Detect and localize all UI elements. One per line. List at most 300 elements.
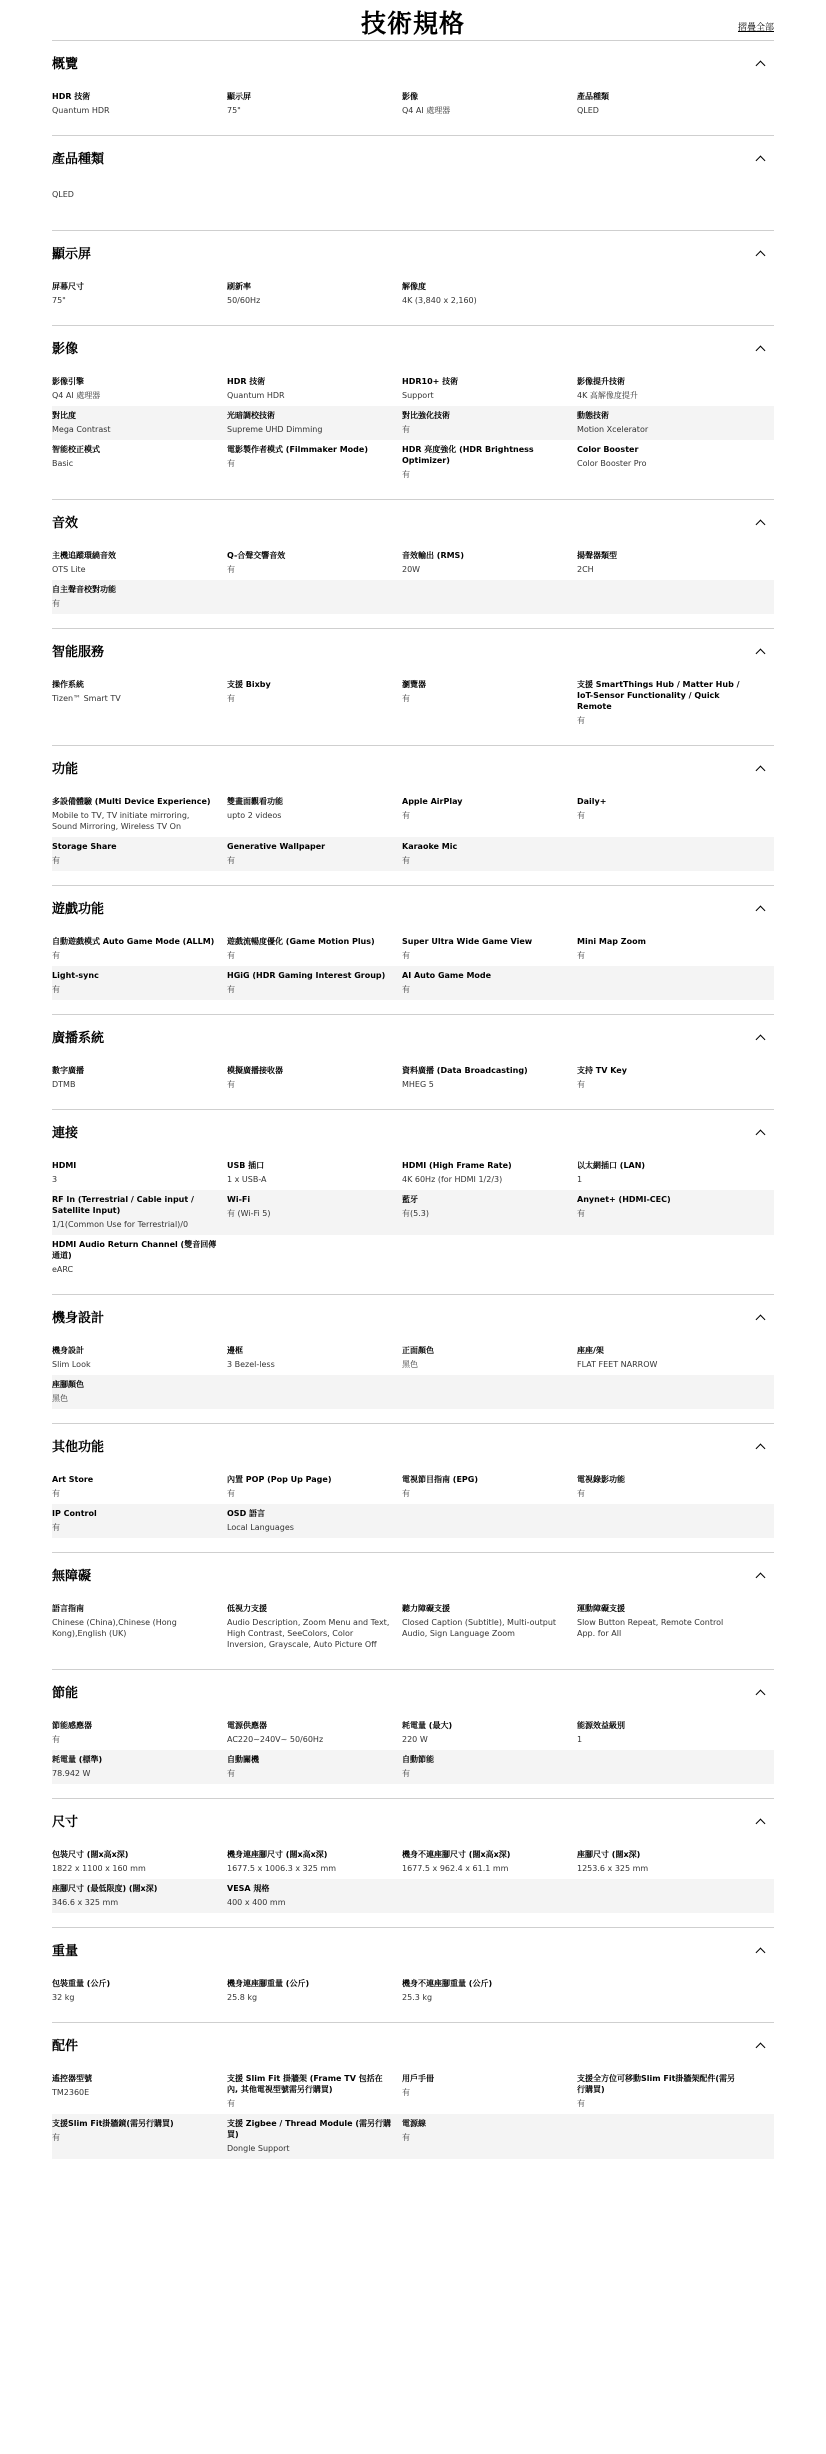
spec-item bbox=[402, 1754, 577, 1779]
spec-label: 電源線 bbox=[402, 2119, 426, 2128]
spec-value: 有 bbox=[52, 1489, 60, 1498]
spec-value: 25.8 kg bbox=[227, 1993, 258, 2002]
spec-label: 以太網插口 (LAN) bbox=[577, 1161, 646, 1170]
spec-section bbox=[52, 1014, 774, 1109]
spec-item bbox=[227, 1160, 402, 1185]
spec-label: Art Store bbox=[52, 1475, 94, 1484]
section-title: 機身設計 bbox=[52, 1311, 105, 1326]
spec-value: 有 bbox=[52, 856, 60, 865]
spec-value: 有 bbox=[402, 856, 410, 865]
spec-section bbox=[52, 1927, 774, 2022]
spec-label: 座腳顏色 bbox=[52, 1380, 84, 1389]
spec-section bbox=[52, 1109, 774, 1294]
spec-item bbox=[577, 1720, 752, 1745]
section-title: 無障礙 bbox=[52, 1569, 92, 1584]
spec-item bbox=[402, 281, 577, 306]
spec-item bbox=[577, 2073, 752, 2109]
section-header[interactable] bbox=[52, 514, 774, 534]
spec-section bbox=[52, 885, 774, 1014]
spec-label: 影像提升技術 bbox=[577, 377, 625, 386]
spec-label: 藍牙 bbox=[402, 1195, 418, 1204]
spec-label: 主機追蹤環繞音效 bbox=[52, 551, 116, 560]
spec-value: 有 bbox=[577, 1080, 585, 1089]
spec-item bbox=[52, 1160, 227, 1185]
spec-label: 節能感應器 bbox=[52, 1721, 92, 1730]
spec-item bbox=[52, 1754, 227, 1779]
spec-item bbox=[402, 970, 577, 995]
spec-label: Q-合聲交響音效 bbox=[227, 551, 286, 560]
spec-item bbox=[227, 376, 402, 401]
section-header[interactable] bbox=[52, 1942, 774, 1962]
spec-item bbox=[52, 1194, 227, 1230]
spec-label: 耗電量 (標準) bbox=[52, 1755, 103, 1764]
spec-item bbox=[52, 1345, 227, 1370]
spec-label: 操作系統 bbox=[52, 680, 84, 689]
spec-value: 3 bbox=[52, 1175, 58, 1184]
spec-label: Generative Wallpaper bbox=[227, 842, 326, 851]
spec-label: 影像 bbox=[402, 92, 418, 101]
spec-section bbox=[52, 1552, 774, 1669]
spec-value: 有 bbox=[227, 565, 235, 574]
spec-value: TM2360E bbox=[52, 2088, 90, 2097]
spec-item bbox=[402, 1603, 577, 1650]
spec-row bbox=[52, 1156, 774, 1190]
spec-item bbox=[52, 1065, 227, 1090]
section-title: 重量 bbox=[52, 1944, 79, 1959]
spec-item bbox=[577, 679, 752, 726]
spec-value: 1677.5 x 1006.3 x 325 mm bbox=[227, 1864, 337, 1873]
spec-item bbox=[577, 91, 752, 116]
spec-label: HDR 亮度強化 (HDR Brightness Optimizer) bbox=[402, 445, 534, 465]
spec-value: 1677.5 x 962.4 x 61.1 mm bbox=[402, 1864, 509, 1873]
spec-row bbox=[52, 1879, 774, 1913]
section-header[interactable] bbox=[52, 245, 774, 265]
spec-row bbox=[52, 546, 774, 580]
section-title: 其他功能 bbox=[52, 1440, 105, 1455]
spec-item bbox=[52, 1508, 227, 1533]
spec-item bbox=[52, 1603, 227, 1650]
spec-value: Color Booster Pro bbox=[577, 459, 647, 468]
collapse-all-link[interactable]: 摺疊全部 bbox=[737, 23, 774, 33]
spec-label: 音效輸出 (RMS) bbox=[402, 551, 464, 560]
spec-value: Mobile to TV, TV initiate mirroring, Sound Mirroring, Wireless TV On bbox=[52, 811, 190, 831]
spec-item bbox=[52, 1978, 227, 2003]
spec-label: 內置 POP (Pop Up Page) bbox=[227, 1475, 332, 1484]
spec-item bbox=[577, 550, 752, 575]
spec-value: 有 bbox=[402, 425, 410, 434]
spec-value: MHEG 5 bbox=[402, 1080, 434, 1089]
spec-value: 有 bbox=[402, 470, 410, 479]
spec-value: Basic bbox=[52, 459, 74, 468]
spec-label: Apple AirPlay bbox=[402, 797, 463, 806]
spec-value: 1/1(Common Use for Terrestrial)/0 bbox=[52, 1220, 189, 1229]
spec-row bbox=[52, 1599, 774, 1655]
spec-value: 400 x 400 mm bbox=[227, 1898, 286, 1907]
spec-item bbox=[52, 281, 227, 306]
section-title: 概覽 bbox=[52, 57, 79, 72]
spec-item bbox=[402, 2073, 577, 2109]
spec-value: 有 bbox=[577, 811, 585, 820]
spec-value: 有 bbox=[227, 1489, 235, 1498]
spec-label: 支援Slim Fit掛牆鏡(需另行購買) bbox=[52, 2119, 174, 2128]
spec-label: Storage Share bbox=[52, 842, 117, 851]
spec-item bbox=[52, 444, 227, 480]
spec-label: 光暗調校技術 bbox=[227, 411, 275, 420]
spec-label: Super Ultra Wide Game View bbox=[402, 937, 533, 946]
spec-value: DTMB bbox=[52, 1080, 76, 1089]
spec-item bbox=[402, 376, 577, 401]
spec-value: Local Languages bbox=[227, 1523, 294, 1532]
spec-item bbox=[52, 970, 227, 995]
spec-item bbox=[227, 410, 402, 435]
page-header bbox=[52, 0, 774, 40]
spec-value: 有 bbox=[577, 716, 585, 725]
section-title: 音效 bbox=[52, 516, 79, 531]
spec-item bbox=[227, 1603, 402, 1650]
spec-value: 1 x USB-A bbox=[227, 1175, 267, 1184]
spec-item bbox=[402, 1474, 577, 1499]
spec-label: 顯示屏 bbox=[227, 92, 251, 101]
spec-label: 雙畫面觀看功能 bbox=[227, 797, 283, 806]
spec-value: 有 bbox=[402, 694, 410, 703]
page-title: 技術規格 bbox=[360, 9, 465, 38]
spec-value: 25.3 kg bbox=[402, 1993, 433, 2002]
spec-value: Dongle Support bbox=[227, 2144, 290, 2153]
spec-label: 刷新率 bbox=[227, 282, 251, 291]
spec-value: 346.6 x 325 mm bbox=[52, 1898, 119, 1907]
spec-value: 有 bbox=[227, 856, 235, 865]
spec-row bbox=[52, 87, 774, 121]
spec-label: OSD 語言 bbox=[227, 1509, 265, 1518]
spec-row bbox=[52, 1375, 774, 1409]
spec-item bbox=[402, 1194, 577, 1230]
spec-value: eARC bbox=[52, 1265, 74, 1274]
spec-value: 有 bbox=[227, 951, 235, 960]
spec-label: 智能校正模式 bbox=[52, 445, 100, 454]
section-header[interactable] bbox=[52, 1813, 774, 1833]
spec-value: 有 bbox=[402, 985, 410, 994]
spec-section bbox=[52, 1798, 774, 1927]
spec-item bbox=[402, 91, 577, 116]
spec-item bbox=[402, 1978, 577, 2003]
spec-value: 有 bbox=[577, 2099, 585, 2108]
spec-item bbox=[227, 1194, 402, 1230]
spec-row bbox=[52, 372, 774, 406]
spec-value: 有 bbox=[227, 694, 235, 703]
spec-value: 有 bbox=[577, 1209, 585, 1218]
spec-section bbox=[52, 499, 774, 628]
spec-label: 電視錄影功能 bbox=[577, 1475, 625, 1484]
spec-label: 語言指南 bbox=[52, 1604, 84, 1613]
spec-item bbox=[52, 186, 227, 211]
spec-row bbox=[52, 277, 774, 311]
spec-label: 機身不連座腳重量 (公斤) bbox=[402, 1979, 493, 1988]
spec-value: Slow Button Repeat, Remote Control App. for All bbox=[577, 1618, 724, 1638]
spec-row bbox=[52, 792, 774, 837]
spec-item bbox=[227, 1508, 402, 1533]
spec-row bbox=[52, 406, 774, 440]
spec-label: 支持 TV Key bbox=[577, 1066, 627, 1075]
spec-item bbox=[227, 1720, 402, 1745]
spec-value: Chinese (China),Chinese (Hong Kong),English (UK) bbox=[52, 1618, 177, 1638]
spec-item bbox=[577, 936, 752, 961]
spec-value: Mega Contrast bbox=[52, 425, 111, 434]
spec-item bbox=[52, 841, 227, 866]
section-header[interactable] bbox=[52, 900, 774, 920]
spec-value: 黑色 bbox=[52, 1394, 68, 1403]
spec-sections bbox=[52, 40, 774, 2173]
spec-row bbox=[52, 1190, 774, 1235]
spec-item bbox=[227, 2118, 402, 2154]
section-header[interactable] bbox=[52, 1684, 774, 1704]
spec-value: 1 bbox=[577, 1735, 583, 1744]
spec-item bbox=[227, 1849, 402, 1874]
spec-item bbox=[227, 1754, 402, 1779]
spec-row bbox=[52, 1845, 774, 1879]
spec-item bbox=[52, 2118, 227, 2154]
spec-item bbox=[52, 550, 227, 575]
section-title: 連接 bbox=[52, 1126, 79, 1141]
spec-value: 有 bbox=[52, 1523, 60, 1532]
spec-row bbox=[52, 1750, 774, 1784]
spec-item bbox=[577, 376, 752, 401]
spec-item bbox=[52, 584, 227, 609]
spec-row bbox=[52, 1470, 774, 1504]
spec-value: Q4 AI 處理器 bbox=[52, 391, 101, 400]
spec-value: 75" bbox=[227, 106, 241, 115]
spec-label: 電影製作者模式 (Filmmaker Mode) bbox=[227, 445, 368, 454]
spec-label: 支援 SmartThings Hub / Matter Hub / IoT-Sensor Functionality / Quick Remote bbox=[577, 680, 740, 711]
spec-item bbox=[52, 410, 227, 435]
spec-item bbox=[52, 1239, 227, 1275]
spec-label: HGiG (HDR Gaming Interest Group) bbox=[227, 971, 386, 980]
spec-value: 4K (3,840 x 2,160) bbox=[402, 296, 477, 305]
spec-item bbox=[402, 410, 577, 435]
spec-value: 2CH bbox=[577, 565, 594, 574]
spec-label: 支援 Slim Fit 掛牆架 (Frame TV 包括在內, 其他電視型號需另行購買) bbox=[227, 2074, 383, 2094]
section-header[interactable] bbox=[52, 55, 774, 75]
section-header[interactable] bbox=[52, 1029, 774, 1049]
spec-item bbox=[52, 936, 227, 961]
spec-label: RF In (Terrestrial / Cable input / Satellite Input) bbox=[52, 1195, 194, 1215]
spec-value: Support bbox=[402, 391, 434, 400]
spec-item bbox=[227, 796, 402, 832]
spec-item bbox=[577, 1194, 752, 1230]
spec-item bbox=[577, 1345, 752, 1370]
spec-item bbox=[402, 550, 577, 575]
section-header[interactable] bbox=[52, 1309, 774, 1329]
spec-item bbox=[52, 1474, 227, 1499]
spec-value: Supreme UHD Dimming bbox=[227, 425, 323, 434]
spec-label: 運動障礙支援 bbox=[577, 1604, 625, 1613]
spec-label: Wi-Fi bbox=[227, 1195, 251, 1204]
spec-label: 座腳尺寸 (闊x深) bbox=[577, 1850, 641, 1859]
spec-label: 對比度 bbox=[52, 411, 76, 420]
spec-value: 有 (Wi-Fi 5) bbox=[227, 1209, 271, 1218]
spec-item bbox=[227, 679, 402, 726]
spec-value: 78.942 W bbox=[52, 1769, 91, 1778]
spec-label: 自主聲音校對功能 bbox=[52, 585, 116, 594]
spec-label: HDR 技術 bbox=[52, 92, 91, 101]
spec-label: 包裝重量 (公斤) bbox=[52, 1979, 111, 1988]
spec-value: Quantum HDR bbox=[227, 391, 285, 400]
spec-label: 耗電量 (最大) bbox=[402, 1721, 453, 1730]
spec-label: 模擬廣播接收器 bbox=[227, 1066, 283, 1075]
spec-row bbox=[52, 1341, 774, 1375]
spec-value: 20W bbox=[402, 565, 421, 574]
spec-value: 有 bbox=[52, 1735, 60, 1744]
spec-label: 支援全方位可移動Slim Fit掛牆架配件(需另行購買) bbox=[577, 2074, 736, 2094]
spec-label: 瀏覽器 bbox=[402, 680, 426, 689]
spec-item bbox=[577, 1474, 752, 1499]
spec-section bbox=[52, 1669, 774, 1798]
spec-item bbox=[227, 550, 402, 575]
spec-value: 有 bbox=[402, 1489, 410, 1498]
spec-label: 機身連座腳重量 (公斤) bbox=[227, 1979, 310, 1988]
section-header[interactable] bbox=[52, 1567, 774, 1587]
spec-value: 有 bbox=[227, 459, 235, 468]
spec-label: 機身不連座腳尺寸 (闊x高x深) bbox=[402, 1850, 511, 1859]
section-title: 廣播系統 bbox=[52, 1031, 105, 1046]
spec-item bbox=[577, 410, 752, 435]
spec-label: Anynet+ (HDMI-CEC) bbox=[577, 1195, 671, 1204]
spec-item bbox=[402, 1160, 577, 1185]
spec-label: 解像度 bbox=[402, 282, 426, 291]
section-title: 節能 bbox=[52, 1686, 79, 1701]
section-header[interactable] bbox=[52, 2037, 774, 2057]
spec-value: 4K 高解像度提升 bbox=[577, 391, 638, 400]
spec-label: 影像引擎 bbox=[52, 377, 84, 386]
spec-item bbox=[402, 679, 577, 726]
spec-label: 數字廣播 bbox=[52, 1066, 84, 1075]
spec-item bbox=[577, 444, 752, 480]
spec-value: 有 bbox=[227, 1080, 235, 1089]
spec-value: Closed Caption (Subtitle), Multi-output Audio, Sign Language Zoom bbox=[402, 1618, 557, 1638]
spec-item bbox=[227, 1978, 402, 2003]
spec-value: 有 bbox=[577, 1489, 585, 1498]
spec-item bbox=[52, 1379, 227, 1404]
spec-section bbox=[52, 1294, 774, 1423]
spec-value: 有 bbox=[52, 985, 60, 994]
spec-value: FLAT FEET NARROW bbox=[577, 1360, 658, 1369]
spec-item bbox=[52, 2073, 227, 2109]
spec-item bbox=[227, 970, 402, 995]
spec-value: OTS Lite bbox=[52, 565, 86, 574]
spec-label: HDR 技術 bbox=[227, 377, 266, 386]
spec-label: Karaoke Mic bbox=[402, 842, 458, 851]
spec-row bbox=[52, 580, 774, 614]
spec-item bbox=[402, 1065, 577, 1090]
spec-label: 產品種類 bbox=[577, 92, 609, 101]
spec-label: 機身連座腳尺寸 (闊x高x深) bbox=[227, 1850, 328, 1859]
spec-item bbox=[227, 1065, 402, 1090]
spec-label: 座座/架 bbox=[577, 1346, 604, 1355]
spec-section bbox=[52, 40, 774, 135]
spec-item bbox=[402, 936, 577, 961]
spec-row bbox=[52, 675, 774, 731]
spec-label: 自動關機 bbox=[227, 1755, 259, 1764]
spec-value: 有 bbox=[402, 1769, 410, 1778]
spec-value: 4K 60Hz (for HDMI 1/2/3) bbox=[402, 1175, 503, 1184]
spec-item bbox=[577, 1065, 752, 1090]
spec-value: Q4 AI 處理器 bbox=[402, 106, 451, 115]
spec-item bbox=[227, 1474, 402, 1499]
spec-label: HDMI bbox=[52, 1161, 77, 1170]
spec-value: 1 bbox=[577, 1175, 583, 1184]
spec-label: Color Booster bbox=[577, 445, 639, 454]
spec-label: 支援 Bixby bbox=[227, 680, 271, 689]
spec-label: HDMI Audio Return Channel (雙音回傳通道) bbox=[52, 1240, 217, 1260]
spec-value: Audio Description, Zoom Menu and Text, High Contrast, SeeColors, Color Inversion, Grayscale, Auto Picture Off bbox=[227, 1618, 390, 1649]
spec-section bbox=[52, 325, 774, 499]
spec-value: 1822 x 1100 x 160 mm bbox=[52, 1864, 146, 1873]
spec-item bbox=[227, 1883, 402, 1908]
section-title: 影像 bbox=[52, 342, 79, 357]
section-header[interactable] bbox=[52, 760, 774, 780]
section-header[interactable] bbox=[52, 1124, 774, 1144]
spec-item bbox=[227, 1345, 402, 1370]
spec-item bbox=[52, 679, 227, 726]
spec-value: 75" bbox=[52, 296, 66, 305]
section-title: 尺寸 bbox=[52, 1815, 79, 1830]
spec-row bbox=[52, 966, 774, 1000]
spec-row bbox=[52, 182, 774, 216]
spec-item bbox=[577, 1603, 752, 1650]
spec-item bbox=[227, 841, 402, 866]
spec-label: IP Control bbox=[52, 1509, 97, 1518]
spec-label: 座腳尺寸 (最低限度) (闊x深) bbox=[52, 1884, 158, 1893]
spec-item bbox=[402, 1345, 577, 1370]
spec-value: 有 bbox=[227, 985, 235, 994]
section-header[interactable] bbox=[52, 340, 774, 360]
section-header[interactable] bbox=[52, 150, 774, 170]
spec-row bbox=[52, 1061, 774, 1095]
spec-item bbox=[402, 841, 577, 866]
spec-label: AI Auto Game Mode bbox=[402, 971, 492, 980]
spec-item bbox=[577, 1849, 752, 1874]
spec-label: Daily+ bbox=[577, 797, 607, 806]
spec-value: Slim Look bbox=[52, 1360, 91, 1369]
spec-item bbox=[227, 2073, 402, 2109]
section-header[interactable] bbox=[52, 643, 774, 663]
spec-item bbox=[52, 91, 227, 116]
spec-section bbox=[52, 2022, 774, 2173]
spec-label: 揚聲器類型 bbox=[577, 551, 617, 560]
spec-row bbox=[52, 1235, 774, 1280]
spec-label: 支援 Zigbee / Thread Module (需另行購買) bbox=[227, 2119, 392, 2139]
spec-item bbox=[402, 2118, 577, 2154]
spec-value: 有(5.3) bbox=[402, 1209, 429, 1218]
spec-value: 黑色 bbox=[402, 1360, 418, 1369]
spec-label: 遙控器型號 bbox=[52, 2074, 92, 2083]
spec-value: QLED bbox=[52, 190, 74, 199]
spec-label: VESA 規格 bbox=[227, 1884, 270, 1893]
spec-value: 有 bbox=[227, 1769, 235, 1778]
spec-section bbox=[52, 135, 774, 230]
spec-label: Light-sync bbox=[52, 971, 99, 980]
spec-label: USB 插口 bbox=[227, 1161, 265, 1170]
spec-row bbox=[52, 1504, 774, 1538]
section-header[interactable] bbox=[52, 1438, 774, 1458]
spec-label: 低視力支援 bbox=[227, 1604, 267, 1613]
spec-label: 資料廣播 (Data Broadcasting) bbox=[402, 1066, 528, 1075]
spec-label: 多設備體驗 (Multi Device Experience) bbox=[52, 797, 211, 806]
spec-value: Tizen™ Smart TV bbox=[52, 694, 121, 703]
spec-value: 1253.6 x 325 mm bbox=[577, 1864, 649, 1873]
spec-value: 有 bbox=[52, 599, 60, 608]
spec-row bbox=[52, 1716, 774, 1750]
spec-value: 有 bbox=[52, 951, 60, 960]
